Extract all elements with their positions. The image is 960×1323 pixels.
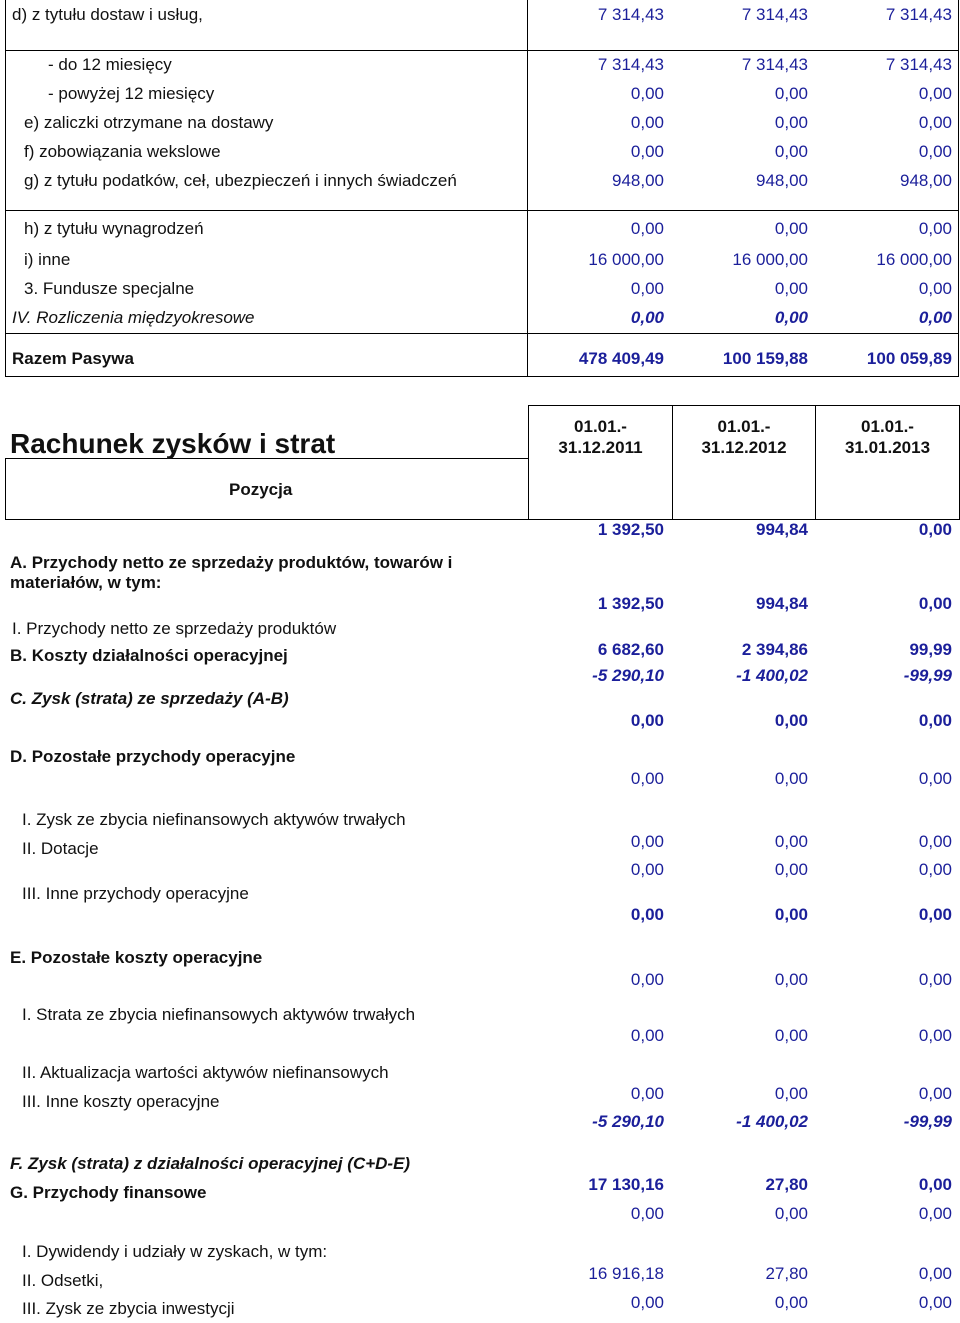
is-value: 0,00 — [774, 1204, 808, 1223]
is-value: -5 290,10 — [592, 666, 664, 685]
is-value: 0,00 — [774, 860, 808, 879]
bs-row-label: e) zaliczki otrzymane na dostawy — [24, 113, 274, 132]
is-label: I. Strata ze zbycia niefinansowych aktywów trwałych — [22, 1005, 416, 1024]
period-start: 01.01.- — [861, 417, 914, 436]
bs-row-value: 7 314,43 — [885, 55, 952, 74]
bs-row-value: 0,00 — [918, 142, 952, 161]
is-value: 0,00 — [918, 769, 952, 788]
is-value: -99,99 — [903, 1112, 952, 1131]
is-value: 0,00 — [630, 832, 664, 851]
bs-row-value: 7 314,43 — [741, 55, 808, 74]
is-value: 17 130,16 — [588, 1175, 664, 1194]
is-value: 0,00 — [630, 1293, 664, 1312]
bs-row-value: 7 314,43 — [885, 5, 952, 24]
is-value: 0,00 — [774, 711, 808, 730]
is-value: 0,00 — [774, 970, 808, 989]
period-header-1 — [529, 416, 672, 458]
is-value: 0,00 — [774, 769, 808, 788]
bs-row-value: 0,00 — [918, 279, 952, 298]
bs-sep-3 — [5, 333, 959, 334]
is-label: I. Dywidendy i udziały w zyskach, w tym: — [22, 1242, 328, 1261]
is-value: 0,00 — [918, 860, 952, 879]
bs-row-value: 7 314,43 — [597, 55, 664, 74]
is-label: I. Zysk ze zbycia niefinansowych aktywów trwałych — [22, 810, 406, 829]
period-end: 31.12.2012 — [701, 438, 787, 457]
is-value: 0,00 — [774, 1084, 808, 1103]
bs-row-label: i) inne — [24, 250, 71, 269]
bs-row-value: 16 000,00 — [732, 250, 808, 269]
bs-row-value: 0,00 — [774, 308, 808, 327]
is-value: 0,00 — [918, 1204, 952, 1223]
is-value: 0,00 — [774, 832, 808, 851]
is-label: D. Pozostałe przychody operacyjne — [10, 747, 296, 766]
is-value: 0,00 — [918, 594, 952, 613]
period-start: 01.01.- — [717, 417, 771, 436]
is-label: I. Przychody netto ze sprzedaży produktów — [12, 619, 337, 638]
bs-row-value: 0,00 — [774, 113, 808, 132]
is-header-bottom — [5, 519, 960, 520]
is-value: 0,00 — [918, 1175, 952, 1194]
is-value: 16 916,18 — [588, 1264, 664, 1283]
is-label: III. Inne przychody operacyjne — [22, 884, 249, 903]
is-value: 1 392,50 — [597, 594, 664, 613]
is-value: 0,00 — [630, 769, 664, 788]
income-statement-title: Rachunek zysków i strat — [10, 428, 336, 459]
period-header-2 — [673, 416, 815, 458]
bs-row-value: 0,00 — [630, 279, 664, 298]
is-value: 0,00 — [918, 1293, 952, 1312]
bs-row-value: 948,00 — [900, 171, 952, 190]
is-value: 0,00 — [630, 970, 664, 989]
bs-total-value: 478 409,49 — [578, 349, 664, 368]
bs-row-value: 0,00 — [918, 219, 952, 238]
is-label: materiałów, w tym: — [10, 573, 162, 592]
is-value: 0,00 — [630, 1026, 664, 1045]
bs-row-label: d) z tytułu dostaw i usług, — [12, 5, 203, 24]
bs-sep-2 — [5, 210, 959, 211]
is-label: G. Przychody finansowe — [10, 1183, 207, 1202]
is-label: II. Odsetki, — [22, 1271, 104, 1290]
bs-row-value: 0,00 — [918, 308, 952, 327]
period-header-3 — [816, 416, 959, 458]
is-value: 994,84 — [756, 594, 808, 613]
is-value: 0,00 — [918, 520, 952, 539]
is-value: 0,00 — [630, 711, 664, 730]
bs-row-value: 16 000,00 — [588, 250, 664, 269]
bs-sep-1 — [5, 50, 959, 51]
is-label: E. Pozostałe koszty operacyjne — [10, 948, 263, 967]
is-value: 27,80 — [765, 1175, 808, 1194]
bs-row-value: 0,00 — [630, 308, 664, 327]
is-value: 0,00 — [774, 1293, 808, 1312]
bs-border-right — [958, 0, 959, 377]
is-label: C. Zysk (strata) ze sprzedaży (A-B) — [10, 689, 289, 708]
is-value: 0,00 — [918, 832, 952, 851]
bs-row-label: h) z tytułu wynagrodzeń — [24, 219, 204, 238]
is-label: III. Zysk ze zbycia inwestycji — [22, 1299, 235, 1318]
is-value: -1 400,02 — [736, 666, 808, 685]
bs-row-value: 0,00 — [774, 84, 808, 103]
bs-row-label: g) z tytułu podatków, ceł, ubezpieczeń i innych świadczeń — [24, 171, 457, 190]
period-end: 31.12.2011 — [558, 438, 643, 457]
bs-total-value: 100 059,89 — [866, 349, 952, 368]
bs-row-value: 0,00 — [918, 84, 952, 103]
is-value: 0,00 — [918, 711, 952, 730]
period-start: 01.01.- — [574, 417, 627, 436]
is-value: 0,00 — [630, 905, 664, 924]
bs-row-value: 7 314,43 — [597, 5, 664, 24]
is-value: -1 400,02 — [736, 1112, 808, 1131]
bs-row-value: 16 000,00 — [876, 250, 952, 269]
bs-row-label: - do 12 miesięcy — [48, 55, 172, 74]
is-value: 0,00 — [918, 1084, 952, 1103]
bs-total-value: 100 159,88 — [722, 349, 808, 368]
is-label: III. Inne koszty operacyjne — [22, 1092, 220, 1111]
bs-row-value: 0,00 — [630, 113, 664, 132]
is-label: II. Dotacje — [22, 839, 99, 858]
bs-row-value: 0,00 — [630, 219, 664, 238]
is-value: 6 682,60 — [597, 640, 664, 659]
is-value: 0,00 — [774, 905, 808, 924]
bs-total-label: Razem Pasywa — [12, 349, 134, 368]
is-pos-left — [5, 458, 6, 520]
bs-row-value: 7 314,43 — [741, 5, 808, 24]
bs-row-value: 0,00 — [774, 219, 808, 238]
is-header-top — [528, 405, 960, 406]
is-value: 0,00 — [918, 1026, 952, 1045]
is-value: 2 394,86 — [741, 640, 808, 659]
position-header: Pozycja — [229, 480, 293, 499]
bs-border-left — [5, 0, 6, 377]
is-value: 1 392,50 — [597, 520, 664, 539]
bs-row-label: 3. Fundusze specjalne — [24, 279, 195, 298]
bs-row-label: f) zobowiązania wekslowe — [24, 142, 221, 161]
is-label: II. Aktualizacja wartości aktywów niefinansowych — [22, 1063, 389, 1082]
bs-border-mid — [527, 0, 528, 377]
is-value: -5 290,10 — [592, 1112, 664, 1131]
is-label: A. Przychody netto ze sprzedaży produktów, towarów i — [10, 553, 453, 572]
is-value: 0,00 — [630, 1084, 664, 1103]
is-value: 994,84 — [756, 520, 808, 539]
is-value: 0,00 — [774, 1026, 808, 1045]
bs-row-label: IV. Rozliczenia międzyokresowe — [12, 308, 255, 327]
is-value: 99,99 — [909, 640, 952, 659]
bs-row-value: 0,00 — [630, 142, 664, 161]
is-label: B. Koszty działalności operacyjnej — [10, 646, 288, 665]
bs-row-value: 948,00 — [756, 171, 808, 190]
bs-row-value: 948,00 — [612, 171, 664, 190]
bs-row-value: 0,00 — [630, 84, 664, 103]
is-value: 0,00 — [918, 905, 952, 924]
is-value: 0,00 — [918, 970, 952, 989]
bs-row-value: 0,00 — [774, 279, 808, 298]
is-value: 0,00 — [918, 1264, 952, 1283]
period-end: 31.01.2013 — [844, 438, 931, 457]
bs-row-value: 0,00 — [774, 142, 808, 161]
is-value: -99,99 — [903, 666, 952, 685]
is-value: 0,00 — [630, 860, 664, 879]
is-value: 27,80 — [765, 1264, 808, 1283]
bs-row-value: 0,00 — [918, 113, 952, 132]
bs-border-bottom — [5, 376, 959, 377]
is-value: 0,00 — [630, 1204, 664, 1223]
is-label: F. Zysk (strata) z działalności operacyjnej (C+D-E) — [10, 1154, 411, 1173]
bs-row-label: - powyżej 12 miesięcy — [48, 84, 215, 103]
